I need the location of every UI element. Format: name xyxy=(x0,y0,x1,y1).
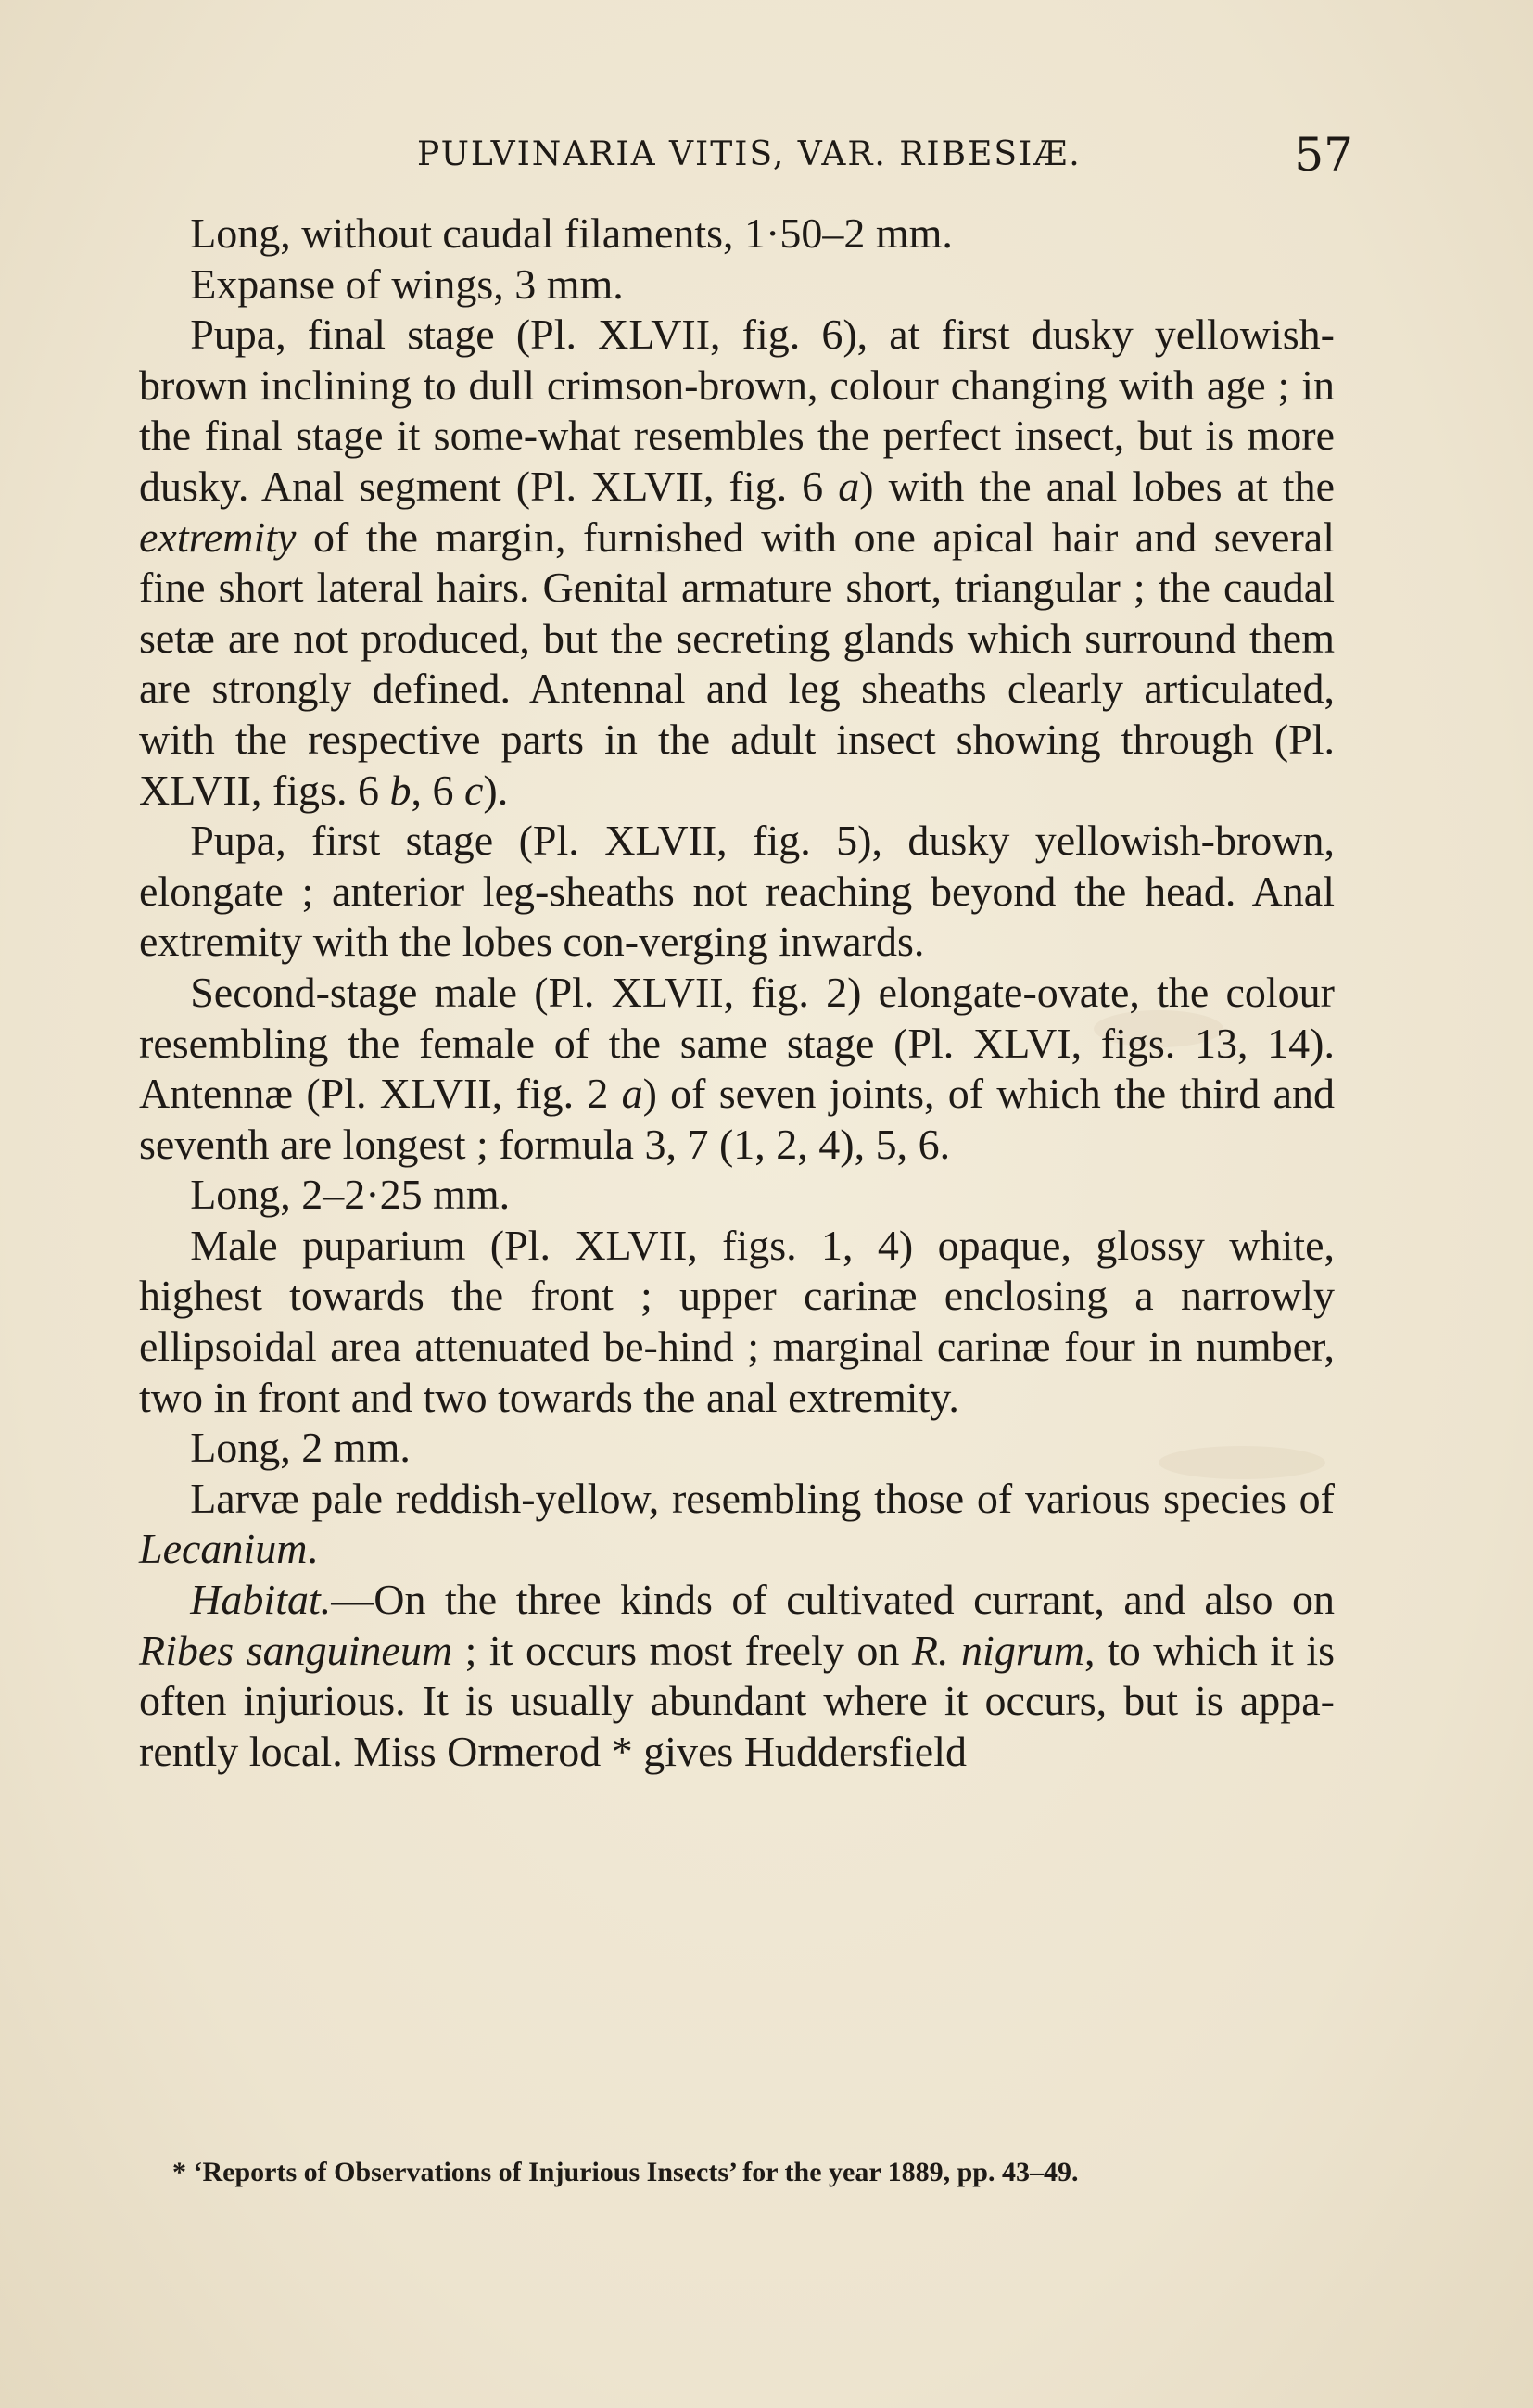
paragraph xyxy=(139,1170,1335,1221)
paragraph xyxy=(139,1575,1335,1777)
paragraph xyxy=(139,1423,1335,1474)
text-run: Pupa, first stage (Pl. XLVII, fig. 5), dusky yellowish-brown, elongate ; anterior leg-sheaths not reaching beyond the head. Anal extremity with the lobes con-verging inwards. xyxy=(139,817,1335,966)
text-run: , to which it is often injurious. It is usually abundant where it occurs, but is appa-rently local. Miss Ormerod * gives Huddersfield xyxy=(139,1626,1336,1775)
italic-run: a xyxy=(838,462,860,510)
text-run: Male puparium (Pl. XLVII, figs. 1, 4) opaque, glossy white, highest towards the front ; upper carinæ enclosing a narrowly ellipsoidal area attenuated be-hind ; marginal carinæ four in number, two in front and two towards the anal extremity. xyxy=(139,1221,1335,1421)
italic-run: b xyxy=(389,766,412,814)
paragraph xyxy=(139,260,1335,311)
text-run: ) of seven joints, of which the third and seventh are longest ; formula 3, 7 (1, 2, 4), 5, 6. xyxy=(139,1070,1335,1168)
text-run: . xyxy=(307,1525,318,1573)
running-title: PULVINARIA VITIS, VAR. RIBESIÆ. xyxy=(417,135,1082,173)
page-number: 57 xyxy=(1294,128,1353,182)
italic-run: Lecanium xyxy=(139,1525,308,1573)
paragraph xyxy=(139,968,1335,1170)
text-run: Larvæ pale reddish-yellow, resembling those of various species of xyxy=(190,1474,1335,1522)
italic-run: Ribes sanguineum xyxy=(139,1626,453,1674)
text-run: Long, 2 mm. xyxy=(190,1424,411,1472)
italic-run: c xyxy=(463,766,484,814)
text-run: —On the three kinds of cultivated currant, and also on xyxy=(331,1576,1335,1624)
paragraph xyxy=(139,209,1335,260)
footnote: * ‘Reports of Observations of Injurious Insects’ for the year 1889, pp. 43–49. xyxy=(172,2157,1079,2187)
paragraph xyxy=(139,1221,1335,1423)
text-run: Pupa, final stage (Pl. XLVII, fig. 6), at first dusky yellowish-brown inclining to dull crimson-brown, colour changing with age ; in the final stage it some-what resembles the perfect insect, but is more dusky. Anal segment (Pl. XLVII, fig. 6 xyxy=(139,311,1335,510)
text-run: of the margin, furnished with one apical hair and several fine short lateral hairs. Genital armature short, triangular ; the caudal setæ are not produced, but the secreting glands which surround them are strongly defined. Antennal and leg sheaths clearly articulated, with the respective parts in the adult insect showing through (Pl. XLVII, figs. 6 xyxy=(139,513,1335,814)
text-run: Second-stage male (Pl. XLVII, fig. 2) elongate-ovate, the colour resembling the female of the same stage (Pl. XLVI, figs. 13, 14). Antennæ (Pl. XLVII, fig. 2 xyxy=(139,968,1335,1118)
italic-run: R. nigrum xyxy=(911,1626,1084,1674)
paragraph xyxy=(139,1474,1335,1575)
text-run: ). xyxy=(483,766,509,814)
body-text xyxy=(139,209,1335,1777)
text-run: ) with the anal lobes at the xyxy=(859,462,1335,510)
paragraph xyxy=(139,816,1335,968)
italic-run: Habitat. xyxy=(190,1576,332,1624)
italic-run: extremity xyxy=(139,513,297,561)
text-run: Long, 2–2·25 mm. xyxy=(190,1171,511,1219)
italic-run: a xyxy=(621,1070,643,1118)
text-run: Expanse of wings, 3 mm. xyxy=(190,260,624,308)
page-header xyxy=(139,130,1353,185)
text-run: ; it occurs most freely on xyxy=(452,1626,912,1674)
text-run: Long, without caudal filaments, 1·50–2 mm. xyxy=(190,209,953,257)
text-run: , 6 xyxy=(411,766,464,814)
paragraph xyxy=(139,310,1335,816)
